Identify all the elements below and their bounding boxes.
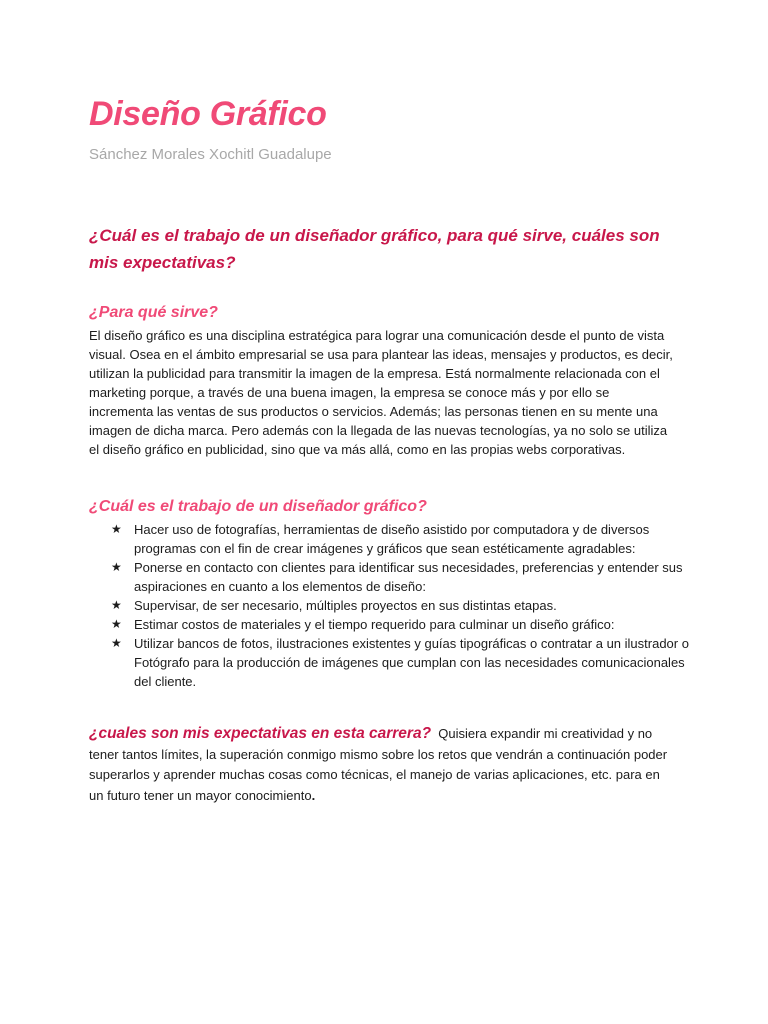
star-bullet-icon: ★ xyxy=(111,617,122,631)
list-item-text: Supervisar, de ser necesario, múltiples proyectos en sus distintas etapas. xyxy=(134,598,557,613)
work-heading: ¿Cuál es el trabajo de un diseñador gráfico? xyxy=(89,498,427,515)
purpose-heading: ¿Para qué sirve? xyxy=(89,304,218,321)
star-bullet-icon: ★ xyxy=(111,598,122,612)
list-item xyxy=(89,520,689,558)
work-bullet-list xyxy=(89,520,689,691)
document-title: Diseño Gráfico xyxy=(89,95,327,133)
expectations-answer: Quisiera expandir mi creatividad y no tener tantos límites, la superación conmigo mismo sobre los retos que vendrán a continuación poder superarlos y aprender muchas cosas como técnicas, el manejo de varias aplicaciones, etc. para en un futuro tener un mayor conocimiento xyxy=(89,726,668,803)
main-question-heading: ¿Cuál es el trabajo de un diseñador gráfico, para qué sirve, cuáles son mis expectativas? xyxy=(89,226,660,272)
list-item xyxy=(89,558,689,596)
star-bullet-icon: ★ xyxy=(111,560,122,574)
list-item xyxy=(89,615,689,634)
list-item xyxy=(89,596,689,615)
purpose-paragraph: El diseño gráfico es una disciplina estratégica para lograr una comunicación desde el punto de vista visual. Osea en el ámbito empresarial se usa para plantear las ideas, mensajes y productos, es decir, utilizan la publicidad para transmitir la imagen de la empresa. Está normalmente relacionada con el marketing porque, a través de una buena imagen, la empresa se conoce más y por ello se incrementa las ventas de sus productos o servicios. Además; las personas tienen en su mente una imagen de dicha marca. Pero además con la llegada de las nuevas tecnologías, ya no solo se utiliza el diseño gráfico en publicidad, sino que va más allá, como en las propias webs corporativas. xyxy=(89,328,673,457)
expectations-paragraph xyxy=(89,724,677,806)
list-item xyxy=(89,634,689,691)
list-item-text: Ponerse en contacto con clientes para identificar sus necesidades, preferencias y entender sus aspiraciones en cuanto a los elementos de diseño: xyxy=(134,560,683,594)
list-item-text: Estimar costos de materiales y el tiempo requerido para culminar un diseño gráfico: xyxy=(134,617,615,632)
star-bullet-icon: ★ xyxy=(111,522,122,536)
expectations-question: ¿cuales son mis expectativas en esta carrera? xyxy=(89,725,432,742)
author-name: Sánchez Morales Xochitl Guadalupe xyxy=(89,146,332,163)
expectations-final-mark: . xyxy=(311,787,316,803)
list-item-text: Hacer uso de fotografías, herramientas de diseño asistido por computadora y de diversos programas con el fin de crear imágenes y gráficos que sean estéticamente agradables: xyxy=(134,522,650,556)
star-bullet-icon: ★ xyxy=(111,636,122,650)
list-item-text: Utilizar bancos de fotos, ilustraciones existentes y guías tipográficas o contratar a un ilustrador o Fotógrafo para la producción de imágenes que cumplan con las necesidades comunicacionales del cliente. xyxy=(134,636,689,689)
